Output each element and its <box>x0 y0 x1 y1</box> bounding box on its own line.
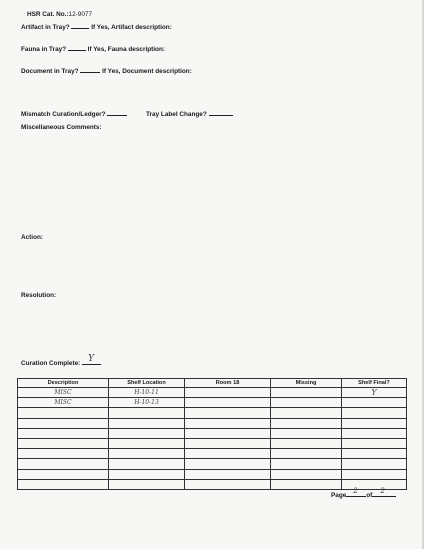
table-row <box>18 408 407 418</box>
table-cell[interactable] <box>109 459 185 469</box>
table-cell[interactable] <box>271 459 342 469</box>
table-cell[interactable] <box>271 469 342 479</box>
page-value: 2 <box>353 487 358 495</box>
table-cell[interactable] <box>109 438 185 448</box>
table-cell[interactable] <box>18 459 109 469</box>
curation-complete-value: Y <box>88 354 95 364</box>
col-header-shelf-location: Shelf Location <box>109 379 185 388</box>
table-cell[interactable] <box>342 398 407 408</box>
table-cell[interactable] <box>185 428 271 438</box>
table-cell[interactable] <box>109 479 185 489</box>
page-number-line <box>331 487 396 499</box>
artifact-desc-label: If Yes, Artifact description: <box>91 24 172 31</box>
table-cell[interactable] <box>18 449 109 459</box>
misc-comments-label: Miscellaneous Comments: <box>21 124 102 131</box>
table-row <box>18 438 407 448</box>
table-cell[interactable] <box>109 418 185 428</box>
table-cell[interactable] <box>185 449 271 459</box>
table-cell[interactable] <box>185 388 271 398</box>
page-blank[interactable] <box>346 487 366 497</box>
table-cell[interactable] <box>342 418 407 428</box>
table-cell[interactable] <box>109 449 185 459</box>
col-header-description: Description <box>18 379 109 388</box>
tray-label-line <box>146 109 233 118</box>
table-row <box>18 418 407 428</box>
fauna-label: Fauna in Tray? <box>21 46 67 53</box>
table-cell[interactable] <box>18 438 109 448</box>
of-blank[interactable] <box>372 487 396 497</box>
table-cell[interactable] <box>271 388 342 398</box>
document-blank[interactable] <box>80 66 100 73</box>
catalog-number-label: HSR Cat. No.: <box>27 11 69 18</box>
table-cell[interactable]: MISC <box>18 398 109 408</box>
table-cell[interactable] <box>185 418 271 428</box>
table-cell[interactable] <box>342 479 407 489</box>
table-cell[interactable] <box>18 408 109 418</box>
artifact-blank[interactable] <box>71 22 89 29</box>
document-desc-label: If Yes, Document description: <box>102 68 192 75</box>
table-cell[interactable] <box>18 418 109 428</box>
artifact-line <box>21 22 172 31</box>
table-cell[interactable] <box>342 408 407 418</box>
table-row <box>18 479 407 489</box>
document-line <box>21 66 192 75</box>
table-cell[interactable]: MISC <box>18 388 109 398</box>
table-cell[interactable]: H-10-13 <box>109 398 185 408</box>
table-row <box>18 388 407 398</box>
table-cell[interactable] <box>271 418 342 428</box>
of-label: of <box>366 492 373 499</box>
table-cell[interactable] <box>18 479 109 489</box>
col-header-room-18: Room 18 <box>185 379 271 388</box>
table-cell[interactable] <box>271 408 342 418</box>
table-cell[interactable] <box>185 459 271 469</box>
curation-complete-line <box>21 354 101 367</box>
table-header-row <box>18 379 407 388</box>
table-cell[interactable] <box>342 438 407 448</box>
catalog-number-line <box>27 11 92 18</box>
table-cell[interactable] <box>342 459 407 469</box>
table-row <box>18 428 407 438</box>
resolution-label: Resolution: <box>21 292 57 299</box>
col-header-missing: Missing <box>271 379 342 388</box>
shelf-log-table <box>17 378 407 490</box>
of-value: 2 <box>380 487 385 495</box>
table-cell[interactable] <box>342 428 407 438</box>
table-row <box>18 398 407 408</box>
table-cell[interactable]: H-10-11 <box>109 388 185 398</box>
table-cell[interactable] <box>185 438 271 448</box>
mismatch-line <box>21 109 127 118</box>
table-cell[interactable] <box>271 449 342 459</box>
table-cell[interactable] <box>185 398 271 408</box>
fauna-desc-label: If Yes, Fauna description: <box>87 46 165 53</box>
table-cell[interactable] <box>271 398 342 408</box>
mismatch-blank[interactable] <box>107 109 127 116</box>
table-cell[interactable] <box>109 408 185 418</box>
tray-label-label: Tray Label Change? <box>146 111 207 118</box>
table-cell[interactable] <box>271 428 342 438</box>
table-cell[interactable] <box>185 479 271 489</box>
action-label: Action: <box>21 234 44 241</box>
table-cell[interactable] <box>18 428 109 438</box>
table-cell[interactable] <box>109 469 185 479</box>
table-cell[interactable] <box>18 469 109 479</box>
table-cell[interactable] <box>342 449 407 459</box>
artifact-label: Artifact in Tray? <box>21 24 70 31</box>
tray-label-blank[interactable] <box>209 109 233 116</box>
mismatch-label: Mismatch Curation/Ledger? <box>21 111 106 118</box>
catalog-number-value: 12-9077 <box>68 11 93 18</box>
table-cell[interactable] <box>109 428 185 438</box>
col-header-shelf-final: Shelf Final? <box>342 379 407 388</box>
document-label: Document in Tray? <box>21 68 79 75</box>
curation-complete-label: Curation Complete: <box>21 360 81 367</box>
page-label: Page <box>331 492 347 499</box>
table-cell[interactable] <box>271 479 342 489</box>
table-row <box>18 459 407 469</box>
table-cell[interactable] <box>185 469 271 479</box>
fauna-line <box>21 44 165 53</box>
table-cell[interactable]: Y <box>342 388 407 398</box>
curation-complete-blank[interactable] <box>82 354 101 365</box>
table-row <box>18 449 407 459</box>
table-cell[interactable] <box>271 438 342 448</box>
table-row <box>18 469 407 479</box>
table-cell[interactable] <box>185 408 271 418</box>
fauna-blank[interactable] <box>68 44 86 51</box>
table-cell[interactable] <box>342 469 407 479</box>
